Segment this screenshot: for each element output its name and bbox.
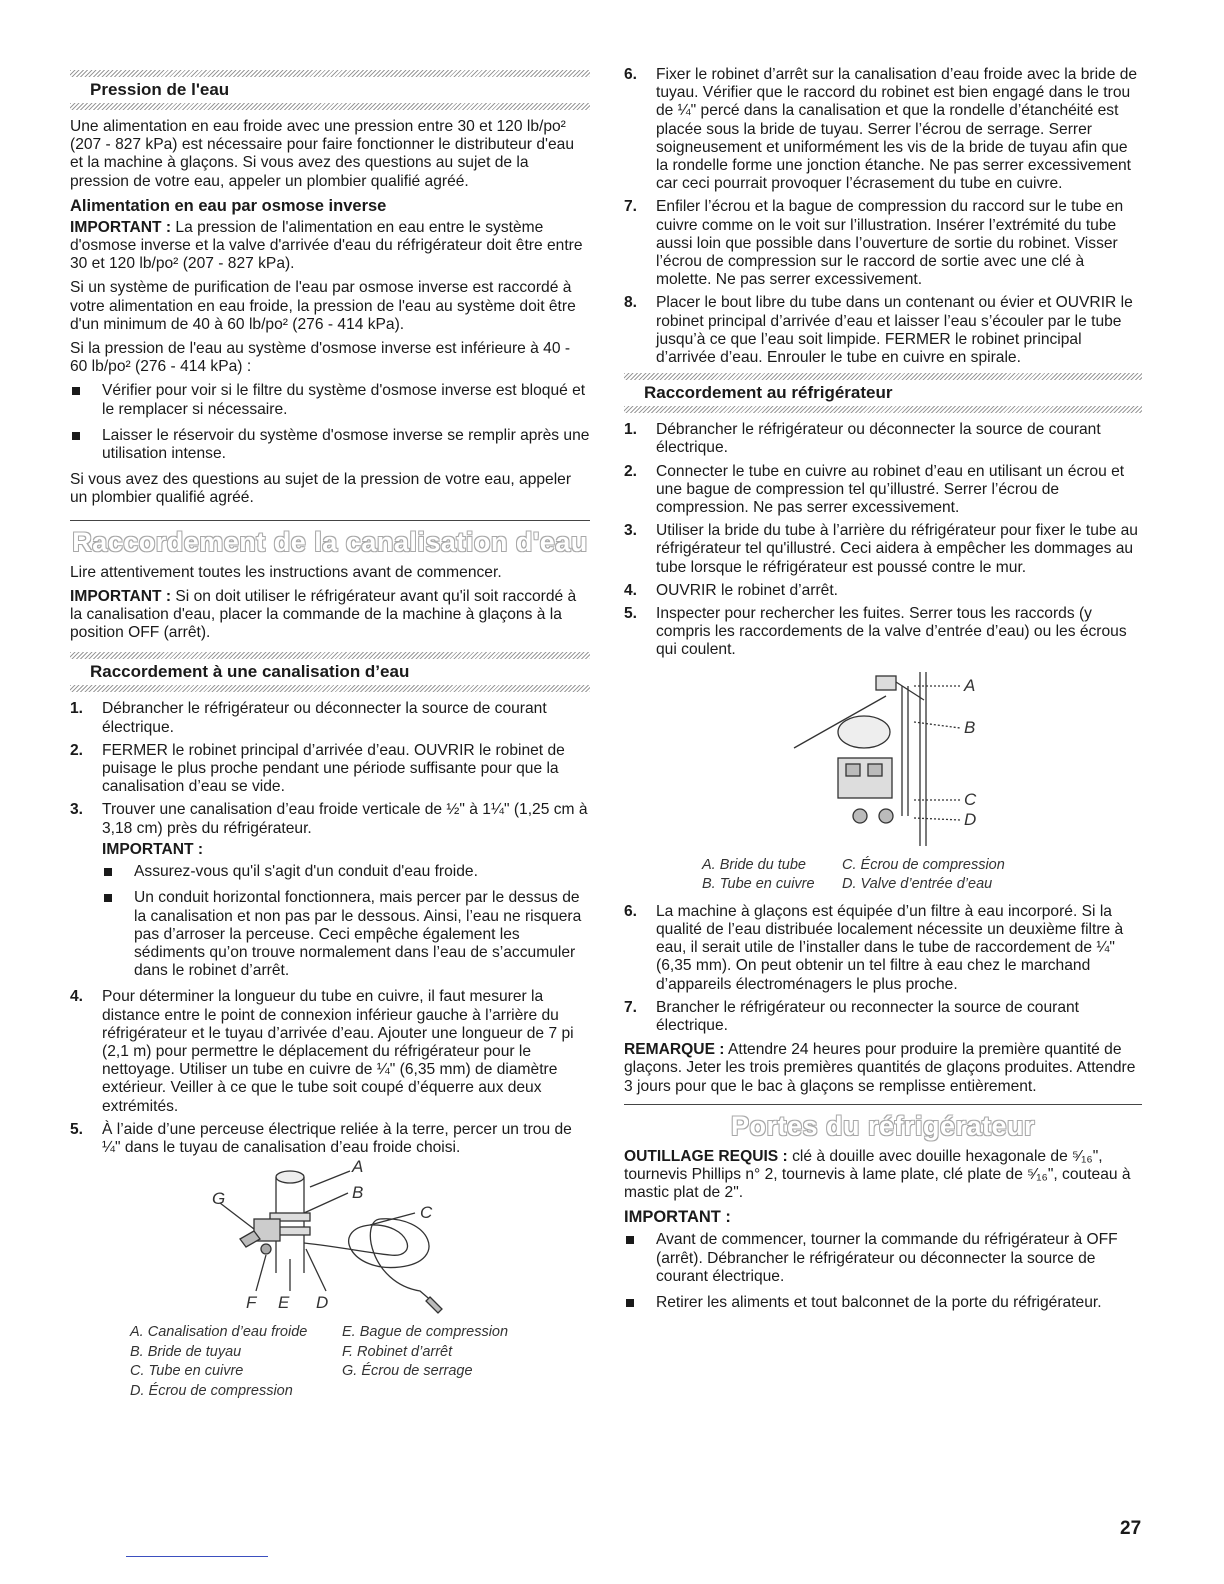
section-divider xyxy=(70,520,590,521)
list-item: 5. À l’aide d’une perceuse électrique reliée à la terre, percer un trou de ¼" dans le tuyau de canalisation d’eau froide choisi. xyxy=(70,1120,572,1156)
list-item: 2. FERMER le robinet principal d’arrivée d’eau. OUVRIR le robinet de puisage le plus proche pendant une période suffisante pour que la canalisation d’eau se vide. xyxy=(70,741,565,796)
list-item: 3. Utiliser la bride du tube à l’arrière du réfrigérateur pour fixer le tube au réfrigérateur tel qu'illustré. Ceci aidera à empêcher les dommages au tube lorsque le réfrigérateur est poussé contre le mur. xyxy=(624,522,1138,576)
legend-item: A. Bride du tube xyxy=(702,856,806,873)
important-text: Si on doit utiliser le réfrigérateur avant qu'il soit raccordé à la canalisation d'eau, placer la commande de la machine à glaçons à la position OFF (arrêt). xyxy=(70,587,577,642)
doors-important: IMPORTANT : xyxy=(624,1208,731,1227)
ro-paragraph-2: Si un système de purification de l'eau par osmose inverse est raccordé à votre alimentation en eau froide, la pression de l'eau au système doit être d'un minimum de 40 à 60 lb/po² (276 - 414 kPa). xyxy=(70,279,576,333)
left-column xyxy=(70,66,590,1401)
fig1-label-a: A xyxy=(352,1157,364,1177)
ro-important-paragraph xyxy=(70,219,590,274)
tools-text: clé à douille avec douille hexagonale de ⁵⁄₁₆", tournevis Phillips n° 2, tournevis à lame plate, clé plate de ⁵⁄₁₆", couteau à mastic plat de 2". xyxy=(624,1147,1131,1202)
legend-item: F. Robinet d’arrêt xyxy=(342,1343,453,1360)
list-item: 2. Connecter le tube en cuivre au robinet d’eau en utilisant un écrou et une bague de compression tel qu’illustré. Serrer l’écrou de compression. Ne pas serrer excessivement. xyxy=(624,462,1125,517)
connect-steps-continued xyxy=(624,66,1142,367)
remarque-text: Attendre 24 heures pour produire la première quantité de glaçons. Jeter les trois premières quantités de glaçons produites. Attendre 3 jours pour que le bac à glaçons se remplisse entièrement. xyxy=(624,1041,1136,1095)
remarque-paragraph xyxy=(624,1041,1142,1096)
list-item: Assurez-vous qu'il s'agit d'un conduit d'eau froide. xyxy=(102,863,590,881)
legend-item: D. Valve d’entrée d’eau xyxy=(842,876,993,893)
list-item: Un conduit horizontal fonctionnera, mais percer par le dessus de la canalisation et non pas par le dessous. Ainsi, l’eau ne risquera pas d’arroser la perceuse. Ceci empêche également les sédiments qu’on trouve normalement dans l’eau de s’accumuler dans le robinet d’arrêt. xyxy=(102,889,590,980)
fig1-label-d: D xyxy=(316,1293,329,1313)
section-divider xyxy=(624,1104,1142,1105)
right-column xyxy=(624,66,1142,1320)
fig2-label-d: D xyxy=(964,809,977,829)
page-number: 27 xyxy=(1120,1518,1142,1539)
list-item: 7. Enfiler l’écrou et la bague de compression du raccord sur le tube en cuivre comme on le voit sur l’illustration. Insérer l’extrémité du tube aussi loin que possible dans l’ouverture de sortie du robinet. Visser l’écrou de compression sur le raccord de sortie avec une clé à molette. Ne pas serrer excessivement. xyxy=(624,198,1124,289)
fig1-label-b: B xyxy=(352,1183,364,1203)
fig1-label-c: C xyxy=(420,1203,433,1223)
water-valve-figure xyxy=(624,666,1142,856)
fridge-title: Raccordement au réfrigérateur xyxy=(644,383,893,403)
shutoff-valve-illustration xyxy=(70,1163,590,1323)
ro-important-text: La pression de l'alimentation en eau entre le système d'osmose inverse et la valve d'arrivée d'eau du réfrigérateur doit être entre 30 et 120 lb/po² (207 - 827 kPa). xyxy=(70,218,583,273)
list-item: 8. Placer le bout libre du tube dans un contenant ou évier et OUVRIR le robinet principal d’arrivée d’eau et laisser l’eau s’écouler par le tube jusqu’à ce que l’eau soit limpide. FERMER le robinet principal d’arrivée d’eau. Enrouler le tube en cuivre en spirale. xyxy=(624,294,1133,367)
shutoff-valve-figure xyxy=(70,1157,590,1323)
doors-section-title: Portes du réfrigérateur xyxy=(730,1110,1036,1141)
list-item: Retirer les aliments et tout balconnet de la porte du réfrigérateur. xyxy=(624,1294,1142,1312)
ro-paragraph-4: Si vous avez des questions au sujet de la pression de votre eau, appeler un plombier qualifié agréé. xyxy=(70,471,572,507)
legend-item: E. Bague de compression xyxy=(342,1324,509,1341)
remarque-lead: REMARQUE : xyxy=(624,1041,725,1059)
pressure-section-header xyxy=(70,70,590,110)
fridge-section-header xyxy=(624,373,1142,413)
pressure-paragraph: Une alimentation en eau froide avec une pression entre 30 et 120 lb/po² (207 - 827 kPa) est nécessaire pour faire fonctionner le distributeur d'eau et la machine à glaçons. Si vous avez des questions au sujet de la pression de votre eau, appeler un plombier qualifié agréé. xyxy=(70,118,574,190)
list-item: 1. Débrancher le réfrigérateur ou déconnecter la source de courant électrique. xyxy=(70,700,547,736)
fig1-label-e: E xyxy=(278,1293,290,1313)
fridge-steps-continued xyxy=(624,903,1142,1035)
legend-item: G. Écrou de serrage xyxy=(342,1363,473,1380)
list-item: 1. Débrancher le réfrigérateur ou déconnecter la source de courant électrique. xyxy=(624,421,1101,457)
fig1-label-g: G xyxy=(212,1189,226,1209)
ro-title: Alimentation en eau par osmose inverse xyxy=(70,196,387,215)
legend-item: D. Écrou de compression xyxy=(130,1382,293,1399)
read-instructions-paragraph: Lire attentivement toutes les instructions avant de commencer. xyxy=(70,563,502,581)
legend-item: B. Tube en cuivre xyxy=(702,876,815,893)
fridge-steps-list xyxy=(624,421,1142,659)
list-item: 5. Inspecter pour rechercher les fuites. Serrer tous les raccords (y compris les raccordements de la valve d’entrée d’eau) ou les écrous qui coulent. xyxy=(624,605,1127,659)
tools-paragraph xyxy=(624,1148,1142,1203)
important-lead: IMPORTANT : xyxy=(70,587,172,605)
footer-rule xyxy=(126,1556,268,1557)
tools-lead: OUTILLAGE REQUIS : xyxy=(624,1147,788,1165)
legend-item: A. Canalisation d’eau froide xyxy=(130,1324,308,1341)
doors-bullet-list xyxy=(624,1231,1142,1312)
fig1-legend xyxy=(70,1323,590,1401)
ro-important-lead: IMPORTANT : xyxy=(70,218,172,236)
ro-paragraph-3: Si la pression de l'eau au système d'osmose inverse est inférieure à 40 - 60 lb/po² (276 - 414 kPa) : xyxy=(70,340,571,376)
step3-important: IMPORTANT : xyxy=(102,840,204,858)
connect-section-header xyxy=(70,652,590,692)
water-line-section-title: Raccordement de la canalisation d'eau xyxy=(72,526,588,557)
fig2-label-b: B xyxy=(964,717,976,737)
list-item: 4. Pour déterminer la longueur du tube en cuivre, il faut mesurer la distance entre le point de connexion inférieur gauche à l’arrière du réfrigérateur et le tuyau d’arrivée d’eau. Ajouter une longueur de 7 pi (2,1 m) pour permettre le déplacement du réfrigérateur pour le nettoyage. Utiliser un tube en cuivre de ¼" (6,35 mm) de diamètre extérieur. Veiller à ce que le tube soit coupé d’équerre aux deux extrémités. xyxy=(70,988,574,1115)
legend-item: C. Tube en cuivre xyxy=(130,1363,244,1380)
connect-steps-list xyxy=(70,700,590,1157)
legend-item: C. Écrou de compression xyxy=(842,856,1005,873)
legend-item: B. Bride de tuyau xyxy=(130,1343,242,1360)
list-item: Laisser le réservoir du système d'osmose inverse se remplir après une utilisation intense. xyxy=(70,427,590,463)
list-item: 3. Trouver une canalisation d’eau froide verticale de ½" à 1¼" (1,25 cm à 3,18 cm) près du réfrigérateur. IMPORTANT : Assurez-vous qu'il s'agit d'un conduit d'eau froide. Un conduit horizontal fonctionnera, mais percer par le dessus de la canalisation et non pas par le dessous. Ainsi, l’eau ne risquera pas d’arroser la perceuse. Ceci empêche également les sédiments qu’on trouve normalement dans l’eau de s’accumuler dans le robinet d’arrêt. xyxy=(70,801,590,980)
fig1-label-f: F xyxy=(246,1293,257,1313)
list-item: Vérifier pour voir si le filtre du système d'osmose inverse est bloqué et le remplacer si nécessaire. xyxy=(70,382,590,418)
list-item: 7. Brancher le réfrigérateur ou reconnecter la source de courant électrique. xyxy=(624,998,1079,1034)
connect-title: Raccordement à une canalisation d’eau xyxy=(90,662,410,682)
list-item: 6. Fixer le robinet d’arrêt sur la canalisation d’eau froide avec la bride de tuyau. Vérifier que le raccord du robinet est bien engagé dans le trou de ¼" percé dans la canalisation et que la rondelle d’étanchéité est placée sous la bride de tuyau. Serrer l’écrou de serrage. Serrer soigneusement et uniformément les vis de la bride de tuyau afin que la rondelle forme une jonction étanche. Ne pas serrer excessivement car ceci pourrait provoquer l’écrasement du tube en cuivre. xyxy=(624,66,1138,193)
fig2-label-c: C xyxy=(964,789,977,809)
water-valve-illustration xyxy=(624,666,1142,856)
pressure-title: Pression de l'eau xyxy=(90,80,230,99)
ro-bullet-list xyxy=(70,382,590,463)
step3-bullet-list xyxy=(102,863,590,980)
fig2-label-a: A xyxy=(964,675,976,695)
list-item: Avant de commencer, tourner la commande du réfrigérateur à OFF (arrêt). Débrancher le réfrigérateur ou déconnecter la source de courant électrique. xyxy=(624,1231,1142,1286)
fig2-legend xyxy=(624,856,1142,895)
list-item: 4. OUVRIR le robinet d’arrêt. xyxy=(624,581,838,599)
important-off-paragraph xyxy=(70,588,590,643)
list-item: 6. La machine à glaçons est équipée d’un filtre à eau incorporé. Si la qualité de l’eau distribuée localement nécessite un deuxième filtre à eau, il serait utile de l’installer dans le tube de raccordement de ¼" (6,35 mm). On peut obtenir un tel filtre à eau chez le marchand d’appareils électroménagers le plus proche. xyxy=(624,902,1124,993)
